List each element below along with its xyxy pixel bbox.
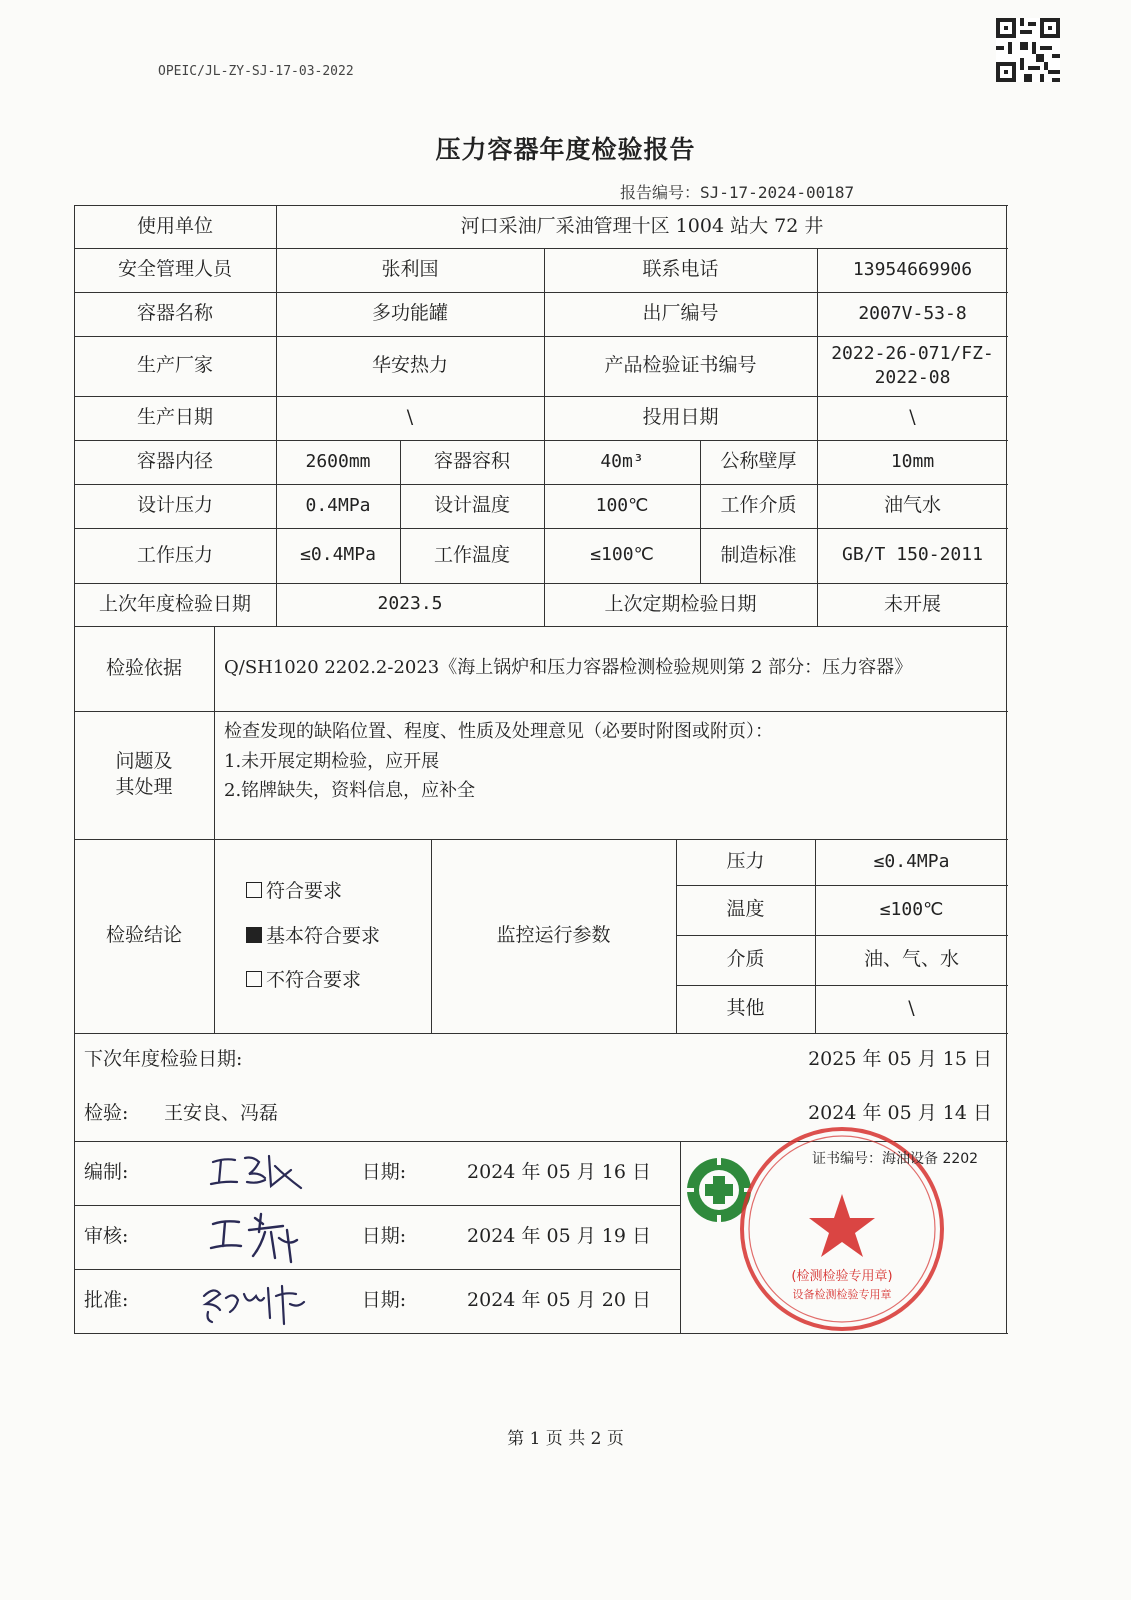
work-temp-label: 工作温度 — [433, 543, 510, 566]
param-medium-value: 油、气、水 — [863, 948, 959, 971]
medium-value: 油气水 — [883, 494, 941, 517]
document-code: OPEIC/JL-ZY-SJ-17-03-2022 — [158, 64, 354, 79]
issues-label-line-1: 问题及 — [115, 750, 173, 773]
issue-item-2: 2.铭牌缺失，资料信息，应补全 — [224, 780, 476, 802]
approver-signature — [198, 1278, 308, 1328]
factory-no-label: 出厂编号 — [642, 302, 719, 325]
report-number — [620, 180, 854, 203]
stamp-inner-text: (检测检验专用章) — [791, 1269, 893, 1284]
standard-value: GB/T 150-2011 — [842, 544, 983, 566]
phone-label: 联系电话 — [642, 258, 719, 281]
next-date-value: 2025 年 05 月 15 日 — [808, 1048, 992, 1071]
page-title: 压力容器年度检验报告 — [435, 135, 696, 164]
issue-item-1: 1.未开展定期检验，应开展 — [224, 750, 440, 772]
param-pressure-label: 压力 — [726, 850, 765, 873]
user-unit-label: 使用单位 — [136, 214, 213, 237]
vessel-name-value: 多功能罐 — [371, 302, 448, 325]
cert-no-value — [817, 336, 1008, 396]
approve-date-label: 日期: — [361, 1289, 407, 1312]
compile-date-label: 日期: — [361, 1161, 407, 1184]
basis-value: Q/SH1020 2202.2-2023《海上锅炉和压力容器检测检验规则第 2 部分：压力容器》 — [224, 657, 913, 679]
next-date-label: 下次年度检验日期: — [84, 1048, 243, 1071]
review-label: 审核: — [84, 1225, 129, 1248]
option-basically-compliant — [246, 914, 380, 959]
cert-no-line-1: 2022-26-071/FZ- — [831, 342, 994, 364]
report-number-label: 报告编号： — [620, 183, 701, 202]
compile-label: 编制: — [84, 1161, 129, 1184]
work-temp-value: ≤100℃ — [590, 544, 654, 566]
cert-no-label: 产品检验证书编号 — [604, 354, 757, 377]
page-number: 第 1 页 共 2 页 — [507, 1429, 624, 1449]
prod-date-value: \ — [406, 406, 414, 429]
param-other-value: \ — [908, 997, 915, 1020]
volume-value: 40m³ — [600, 450, 644, 472]
last-periodic-value: 未开展 — [883, 592, 941, 615]
design-temp-value: 100℃ — [595, 494, 649, 516]
last-annual-value: 2023.5 — [377, 593, 443, 615]
cert-no-line-2: 2022-08 — [874, 367, 951, 388]
inner-dia-label: 容器内径 — [136, 450, 213, 473]
conclusion-label: 检验结论 — [105, 924, 182, 947]
option-compliant-label: 符合要求 — [266, 880, 343, 903]
last-annual-label: 上次年度检验日期 — [98, 592, 251, 615]
report-number-value: SJ-17-2024-00187 — [700, 183, 855, 202]
issues-content — [214, 711, 1008, 839]
conclusion-options — [214, 839, 431, 1033]
option-compliant — [246, 869, 342, 914]
stamp-ring-text: 设备检测检验专用章 — [792, 1288, 892, 1301]
manufacturer-label: 生产厂家 — [136, 354, 213, 377]
factory-no-value: 2007V-53-8 — [858, 302, 967, 324]
user-unit-value: 河口采油厂采油管理十区 1004 站大 72 井 — [460, 214, 824, 237]
design-temp-label: 设计温度 — [433, 494, 510, 517]
issues-label — [74, 711, 214, 839]
wall-label: 公称壁厚 — [720, 450, 797, 473]
design-pressure-label: 设计压力 — [136, 494, 213, 517]
phone-value: 13954669906 — [852, 258, 973, 280]
param-medium-label: 介质 — [726, 948, 765, 971]
inspectors-value: 王安良、冯磊 — [164, 1102, 279, 1125]
stamp-cert-number: 证书编号：海油设备 2202 — [812, 1151, 979, 1167]
checkbox-noncompliant — [246, 971, 262, 987]
param-temp-value: ≤100℃ — [879, 898, 944, 920]
inspectors-label: 检验: — [84, 1102, 129, 1125]
work-pressure-label: 工作压力 — [136, 543, 213, 566]
param-temp-label: 温度 — [726, 898, 765, 921]
checkbox-basically-compliant — [246, 927, 262, 943]
issues-label-line-2: 其处理 — [115, 776, 173, 798]
wall-value: 10mm — [890, 450, 935, 472]
standard-label: 制造标准 — [720, 543, 797, 566]
review-date-value: 2024 年 05 月 19 日 — [467, 1225, 651, 1248]
review-date-label: 日期: — [361, 1225, 407, 1248]
checkbox-compliant — [246, 882, 262, 898]
last-periodic-label: 上次定期检验日期 — [604, 592, 757, 615]
qr-code-icon — [996, 18, 1060, 82]
vessel-name-label: 容器名称 — [136, 302, 213, 325]
inspect-date: 2024 年 05 月 14 日 — [808, 1102, 992, 1125]
monitor-label: 监控运行参数 — [496, 924, 611, 947]
use-date-value: \ — [909, 406, 916, 429]
safety-manager-label: 安全管理人员 — [117, 258, 232, 281]
compiler-signature — [205, 1148, 305, 1196]
param-pressure-value: ≤0.4MPa — [873, 850, 950, 872]
design-pressure-value: 0.4MPa — [305, 494, 371, 516]
medium-label: 工作介质 — [720, 494, 797, 517]
option-noncompliant — [246, 958, 361, 1003]
safety-manager-value: 张利国 — [381, 258, 439, 281]
param-other-label: 其他 — [726, 997, 765, 1020]
option-basically-compliant-label: 基本符合要求 — [266, 924, 381, 947]
prod-date-label: 生产日期 — [136, 406, 213, 429]
inner-dia-value: 2600mm — [305, 450, 371, 472]
reviewer-signature — [205, 1210, 305, 1265]
issues-intro: 检查发现的缺陷位置、程度、性质及处理意见（必要时附图或附页）： — [224, 721, 773, 742]
option-noncompliant-label: 不符合要求 — [266, 969, 362, 992]
manufacturer-value: 华安热力 — [371, 354, 448, 377]
approve-label: 批准: — [84, 1289, 129, 1312]
work-pressure-value: ≤0.4MPa — [300, 544, 376, 566]
basis-label: 检验依据 — [105, 656, 182, 679]
volume-label: 容器容积 — [433, 450, 510, 473]
approve-date-value: 2024 年 05 月 20 日 — [467, 1289, 651, 1312]
use-date-label: 投用日期 — [642, 406, 719, 429]
compile-date-value: 2024 年 05 月 16 日 — [467, 1161, 651, 1184]
